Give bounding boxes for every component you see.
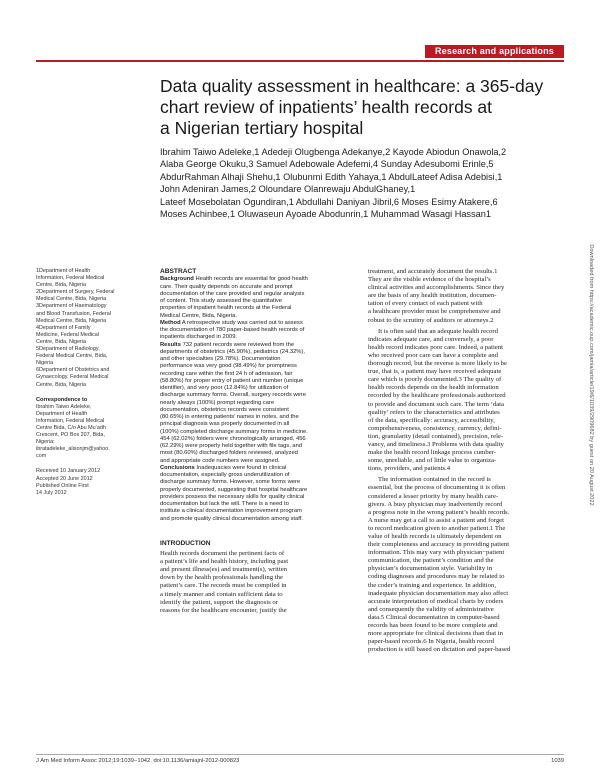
abstract <box>160 268 360 523</box>
abstract-line: (62.29%) were properly held together with file tags, and <box>160 443 303 449</box>
abstract-line: properly documented, suggesting that hospital healthcare <box>160 486 308 493</box>
correspondence-line: ibratadeleke_alisonjm@yahoo. <box>36 446 110 453</box>
body-line: reasons for the healthcare encounter, justify the <box>160 606 287 614</box>
body-line: their completeness and accuracy in providing patient <box>368 541 510 549</box>
body-line: health record indicates poor care. Indeed, a patient <box>368 343 503 351</box>
correspondence-line: Crescent, PO Box 207, Bida, <box>36 432 105 439</box>
affiliation-line: Federal Medical Centre, Bida, <box>36 353 108 360</box>
body-line: value of health records is ultimately dependent on <box>368 533 502 540</box>
abstract-line: documentation, obstetrics records were consistent <box>160 406 289 413</box>
correspondence-line: Department of Health <box>36 410 88 417</box>
body-line: some, unreliable, and of little value to organiza- <box>368 457 497 465</box>
abstract-line: nearly always (100%) prompt regarding care <box>160 399 275 406</box>
body-line: inadequate physician documentation may also affect <box>368 589 509 597</box>
body-line: clinical activities and accomplishments. Since they <box>368 284 505 292</box>
affiliation-line: 5Department of Radiology, <box>36 346 100 353</box>
publication-dates <box>36 468 150 496</box>
body-line: The information contained in the record is <box>378 476 491 484</box>
correspondence-line: Ibrahim Taiwo Adeleke, <box>36 403 92 410</box>
abstract-line: (100%) completed discharge summary forms in medicine. <box>160 428 308 435</box>
body-line: down by the health professionals handling the <box>160 574 283 582</box>
body-line: make the health record linkage process cumber- <box>368 449 496 457</box>
body-line: A nurse may get a call to assist a patient and forget <box>368 516 505 524</box>
body-line: tion, granularity (detail contained), precision, rele- <box>368 432 504 440</box>
author-line: Lateef Mosebolatan Ogundiran,1 Abdullahi Daniyan Jibril,6 Moses Esimy Atakere,6 <box>160 196 498 207</box>
abstract-line: most (80.60%) discharged folders reviewed, analyzed <box>160 450 298 457</box>
body-line: robust to the scrutiny of auditors or attorneys.2 <box>368 316 494 324</box>
body-line: paper-based records.6 In Nigeria, health record <box>368 638 494 646</box>
abstract-line: of content. This study assessed the quantitative <box>160 298 283 304</box>
section-banner: Research and applications <box>425 45 564 58</box>
body-line: are the basis of any health institution, documen- <box>368 292 497 300</box>
affiliation-line: Centre, Bida, Nigeria <box>36 282 87 289</box>
body-line: coding diagnoses and procedures may be related to <box>368 573 505 581</box>
body-line: indicates adequate care, and conversely, a poor <box>368 335 494 343</box>
download-note: Downloaded from https://academic.oup.com/jamia/article/19/6/1039/2909682 by guest on 20 August 2022 <box>588 244 594 506</box>
abstract-line: recording care within the first 24 h of admission, fair <box>160 370 293 377</box>
affiliation-line: Gynaecology, Federal Medical <box>36 374 109 381</box>
abstract-line: care. Their quality depends on accurate and prompt <box>160 283 293 290</box>
banner-rule <box>36 60 564 62</box>
abstract-line: documentation, especially gross underutilization of <box>160 472 290 478</box>
body-line: information. This may vary with physician−patient <box>368 549 505 557</box>
abstract-line: departments of obstetrics (45.90%), pediatrics (24.32%), <box>160 348 305 355</box>
body-line: givers. A busy physician may inadvertently record <box>368 500 503 508</box>
body-line: treatment, and accurately document the results.1 <box>368 268 498 275</box>
body-line: recorded by the healthcare professionals authorized <box>368 392 506 400</box>
body-line: accurate interpretation of medical charts by coders <box>368 597 504 605</box>
abstract-line: Method A retrospective study was carried out to assess <box>160 319 303 326</box>
abstract-line: Medical Centre, Bida, Nigeria. <box>160 312 238 319</box>
body-line: a timely manner and contain sufficient data to <box>160 590 283 598</box>
footer-rule <box>36 754 564 755</box>
correspondence-heading: Correspondence to <box>36 396 88 403</box>
affiliation <box>36 303 150 324</box>
affiliation <box>36 367 150 388</box>
date-line: 14 July 2012 <box>36 489 67 496</box>
abstract-subheading: Conclusions <box>160 464 195 471</box>
body-paragraph <box>368 268 564 325</box>
body-line: comprehensiveness, consistency, currency, defini- <box>368 424 502 432</box>
citation: J Am Med Inform Assoc 2012;19:1039−1042. doi:10.1136/amiajnl-2012-000823 <box>36 758 240 764</box>
body-line: communication, the patient’s condition and the <box>368 557 494 565</box>
body-line: Health records document the pertinent facts of <box>160 550 285 558</box>
body-line: quality’ refers to the characteristics and attributes <box>368 408 500 416</box>
body-line: the coder’s training and experience. In addition, <box>368 581 497 589</box>
body-line: vancy, and timeliness.3 Problems with data quality <box>368 440 504 448</box>
body-line: to record medication given to another patient.1 The <box>368 524 506 532</box>
author-line: Moses Achinbee,1 Oluwaseun Ayoade Abodunrin,1 Muhammad Wasagi Hassan1 <box>160 209 491 220</box>
abstract-line: and promote quality clinical documentation among staff. <box>160 515 303 522</box>
correspondence-line: Information, Federal Medical <box>36 417 105 424</box>
author-line: John Adeniran James,2 Oloundare Olanrewaju AbdulGhaney,1 <box>160 184 416 195</box>
affiliation-line: Centre, Bida, Nigeria <box>36 381 87 388</box>
abstract-line: properties of inpatient health records at the Federal <box>160 305 292 312</box>
body-line: considered a lesser priority by many health care- <box>368 492 499 500</box>
body-line: physician’s documentation style. Variability in <box>368 565 493 573</box>
body-line: a patient’s life and health history, including past <box>160 558 289 566</box>
affiliation-line: 4Department of Family <box>36 324 91 331</box>
affiliation-line: Medical Centre, Bida, Nigeria <box>36 296 107 303</box>
date-line: Published Online First <box>36 482 89 489</box>
body-line: tions, providers, and patients.4 <box>368 465 451 473</box>
article-title <box>160 76 560 139</box>
abstract-line: Results 732 patient records were reviewed from the <box>160 341 295 348</box>
abstract-subheading: Method <box>160 319 181 326</box>
author-line: Ibrahim Taiwo Adeleke,1 Adedeji Olugbenga Adekanye,2 Kayode Abiodun Onawola,2 <box>160 147 507 157</box>
affiliation-line: and Blood Transfusion, Federal <box>36 310 111 317</box>
correspondence-line: Centre Bida, C/o Abu Mu’adh <box>36 424 106 431</box>
body-line: They are the visible evidence of the hospital’s <box>368 276 491 284</box>
body-paragraph <box>368 328 564 474</box>
abstract-line: inpatients discharged in 2009. <box>160 334 238 341</box>
affiliation-line: 1Department of Health <box>36 268 91 274</box>
introduction-heading: INTRODUCTION <box>160 540 211 547</box>
body-line: thorough record, but the reverse is more likely to be <box>368 360 507 368</box>
abstract-line: Conclusions Inadequacies were found in clinical <box>160 464 287 471</box>
affiliation-line: Information, Federal Medical <box>36 275 105 282</box>
author-line: Alaba George Okuku,3 Samuel Adebowale Adefemi,4 Sunday Adesubomi Erinle,5 <box>160 159 494 170</box>
affiliation-line: 3Department of Haematology <box>36 303 107 310</box>
body-line: a progress note in the wrong patient’s health records. <box>368 508 510 516</box>
body-line: identify the patient, support the diagnosis or <box>160 598 278 606</box>
body-line: tation of every contact of each patient with <box>368 300 483 308</box>
introduction-section <box>160 540 360 615</box>
abstract-line: identifier), and very poor (12.84%) for utilization of <box>160 385 289 391</box>
abstract-line: providers possess the necessary skills for quality clinical <box>160 493 305 500</box>
body-line: data.5 Clinical documentation in computer-based <box>368 613 500 621</box>
affiliation <box>36 268 150 289</box>
page-number: 1039 <box>551 758 564 764</box>
body-line: health records depends on the health information <box>368 384 499 392</box>
abstract-line: and other specialties (29.78%). Documentation <box>160 356 281 362</box>
correspondence-address <box>36 404 150 461</box>
body-line: production is still based on dictation and paper-based <box>368 646 511 654</box>
abstract-line: documentation of the care provided and regular analysis <box>160 290 305 297</box>
abstract-line: institute a clinical documentation improvement program <box>160 508 302 515</box>
abstract-line: discharge summary forms. However, some forms were <box>160 479 301 486</box>
title-line: Data quality assessment in healthcare: a 365-day <box>160 76 544 96</box>
affiliation-line: Medicine, Federal Medical <box>36 331 99 338</box>
abstract-subheading: Background <box>160 276 194 283</box>
abstract-subheading: Results <box>160 341 181 348</box>
title-line: a Nigerian tertiary hospital <box>160 118 364 138</box>
affiliation-line: Nigeria <box>36 360 54 367</box>
abstract-line: Background Health records are essential for good health <box>160 276 308 283</box>
body-line: records has been found to be more complete and <box>368 622 498 630</box>
abstract-line: (58.80%) for proper entry of patient unit number (unique <box>160 377 304 384</box>
author-list <box>160 146 565 220</box>
abstract-line: performance was very good (98.49%) for promptness <box>160 363 297 370</box>
body-line: It is often said that an adequate health record <box>378 327 498 335</box>
affiliation <box>36 289 150 303</box>
abstract-heading: ABSTRACT <box>160 268 197 275</box>
affiliation <box>36 346 150 367</box>
body-line: of the data, specifically: accuracy, accessibility, <box>368 416 495 424</box>
affiliation-line: 2Department of Surgery, Federal <box>36 289 115 296</box>
body-right-column <box>368 268 564 654</box>
abstract-line: documentation but lack the will. There is a need to <box>160 501 289 507</box>
affiliation-line: 6Department of Obstetrics and <box>36 367 110 374</box>
body-line: care which is poorly documented.3 The quality of <box>368 376 502 384</box>
affiliation <box>36 325 150 346</box>
body-line: patient’s care. The records must be compiled in <box>160 582 287 590</box>
date-line: Received 10 January 2012 <box>36 468 101 475</box>
affiliation-line: Medical Centre, Bida, Nigeria <box>36 317 107 324</box>
abstract-line: and appropriate code numbers were assigned. <box>160 457 280 464</box>
body-line: true, that is, a patient may have received adequate <box>368 368 502 376</box>
body-line: who received poor care can have a complete and <box>368 351 498 359</box>
body-line: a healthcare provider must be comprehensive and <box>368 308 501 316</box>
affiliation-line: Centre, Bida, Nigeria <box>36 338 87 345</box>
correspondence-line: com <box>36 453 47 460</box>
download-watermark <box>586 150 596 600</box>
body-line: more appropriate for clinical decisions than that in <box>368 630 504 638</box>
page-footer <box>36 758 564 768</box>
abstract-line: (80.65%) in entering patients’ names in notes, and the <box>160 414 299 420</box>
body-line: essential, but the process of documenting it is often <box>368 484 506 492</box>
correspondence-line: Nigeria; <box>36 439 55 446</box>
abstract-line: discharge summary forms. Overall, surgery records were <box>160 392 306 399</box>
abstract-line: the documentation of 780 paper-based health records of <box>160 327 305 333</box>
affiliations-column <box>36 268 150 497</box>
date-line: Accepted 20 June 2012 <box>36 475 93 482</box>
title-line: chart review of inpatients’ health records at <box>160 97 493 117</box>
body-line: to provide and document such care. The term ‘data <box>368 400 504 408</box>
abstract-line: 454 (62.02%) folders were chronologically arranged, 456 <box>160 435 306 442</box>
body-line: and present illness(es) and treatment(s), written <box>160 566 288 574</box>
body-line: and consequently the validity of administrative <box>368 605 494 613</box>
abstract-line: principal diagnosis was properly documented in all <box>160 421 290 428</box>
body-paragraph <box>368 476 564 654</box>
author-line: AbdurRahman Alhaji Shehu,1 Olubunmi Edith Yahaya,1 AbdulLateef Adisa Adebisi,1 <box>160 171 503 182</box>
